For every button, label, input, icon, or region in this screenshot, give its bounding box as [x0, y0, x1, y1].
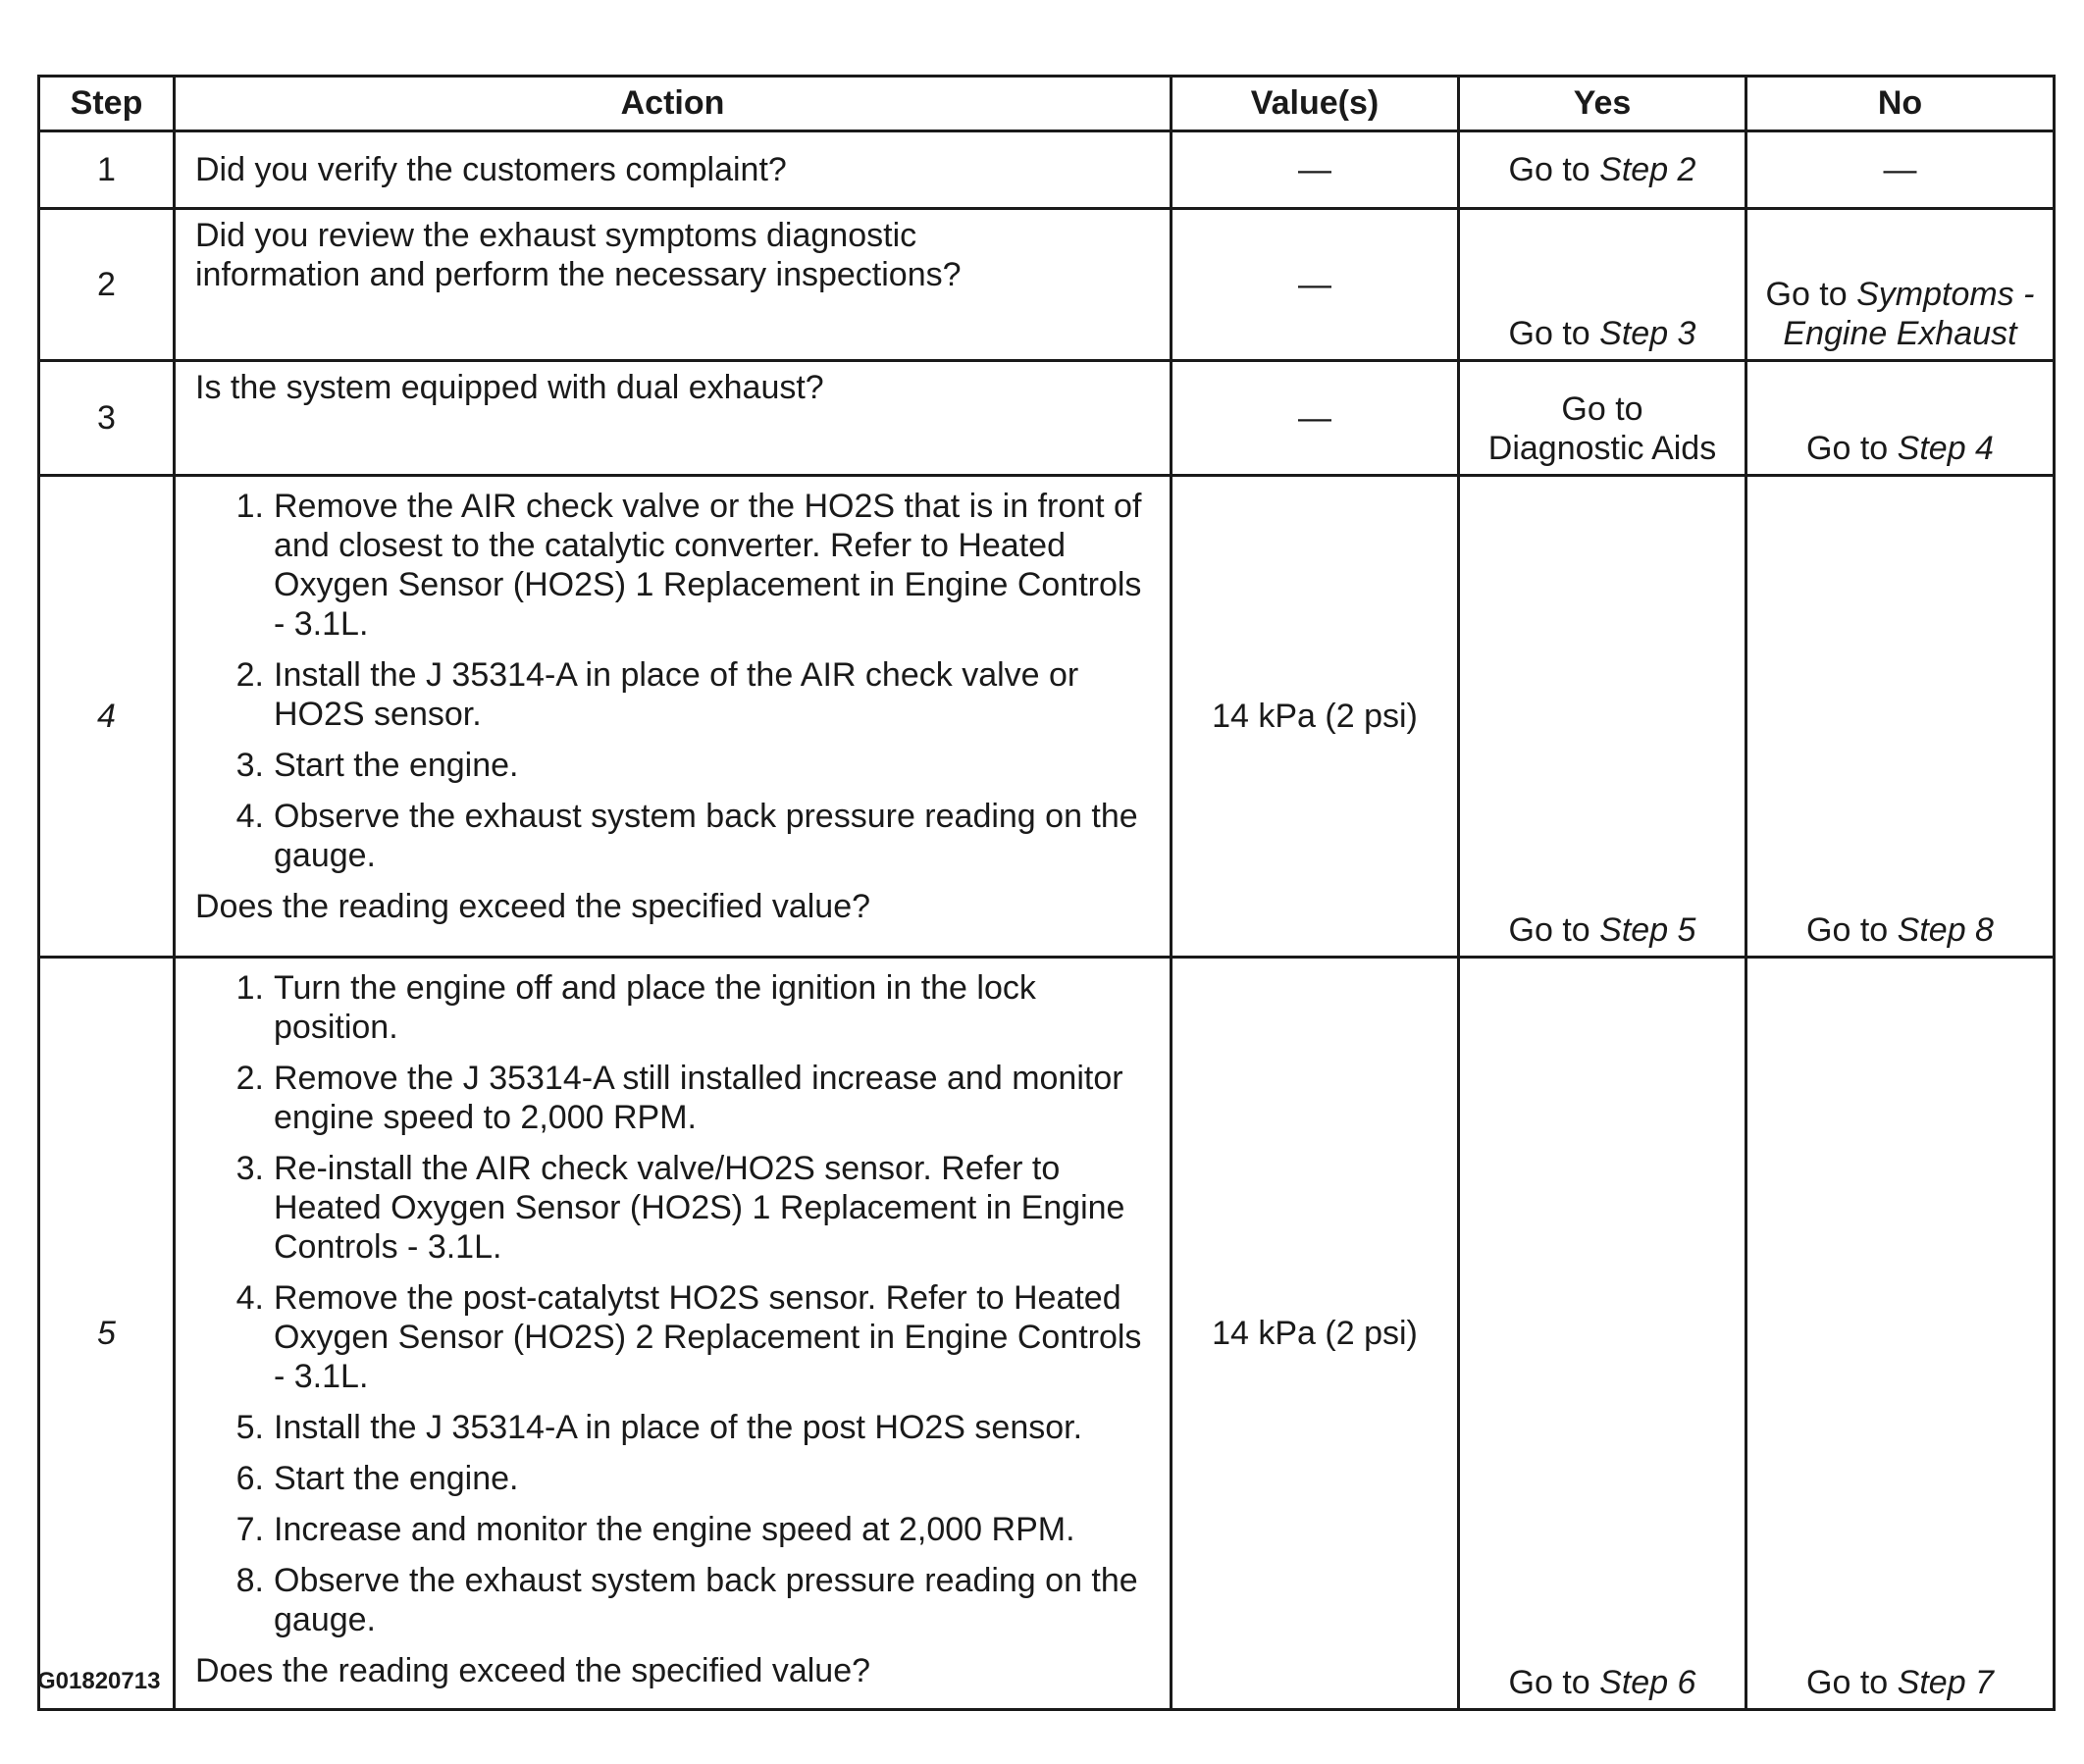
value-cell: — [1172, 361, 1459, 476]
goto-target-link[interactable]: Step 8 [1897, 911, 1994, 949]
action-cell [175, 131, 1172, 209]
list-item: 8. Observe the exhaust system back pressure reading on the gauge. [235, 1562, 1138, 1638]
item-text: Observe the exhaust system back pressure reading on the gauge. [274, 1562, 1138, 1638]
goto-target-link[interactable]: Step 2 [1599, 151, 1696, 188]
goto-target-link[interactable]: Diagnostic Aids [1487, 430, 1717, 467]
item-text: Remove the J 35314-A still installed increase and monitor engine speed to 2,000 RPM. [274, 1060, 1123, 1136]
action-cell [175, 476, 1172, 958]
header-yes: Yes [1459, 77, 1746, 131]
value-cell: — [1172, 209, 1459, 361]
no-cell [1746, 958, 2055, 1710]
list-item: 4. Observe the exhaust system back pressure reading on the gauge. [235, 798, 1138, 874]
header-action: Action [175, 77, 1172, 131]
value-cell: — [1172, 131, 1459, 209]
item-text: Turn the engine off and place the ignition in the lock position. [274, 969, 1036, 1046]
item-text: Install the J 35314-A in place of the post HO2S sensor. [274, 1409, 1083, 1446]
step-number: 3 [39, 361, 175, 476]
list-item: 1. Turn the engine off and place the ignition in the lock position. [235, 969, 1036, 1046]
yes-cell [1459, 476, 1746, 958]
action-text: Did you review the exhaust symptoms diagnostic information and perform the necessary inspections? [195, 217, 962, 293]
item-text: Start the engine. [274, 1460, 519, 1497]
no-cell: — [1746, 131, 2055, 209]
goto-target-link[interactable]: Step 7 [1897, 1664, 1994, 1701]
item-text: Install the J 35314-A in place of the AIR check valve or HO2S sensor. [274, 656, 1079, 733]
goto-target-link[interactable]: Step 6 [1599, 1664, 1696, 1701]
list-item: 3. Start the engine. [235, 747, 519, 784]
header-row [39, 77, 2055, 131]
question-text: Does the reading exceed the specified value? [195, 888, 871, 925]
action-cell [175, 361, 1172, 476]
goto-prefix: Go to [1806, 1664, 1889, 1701]
header-step: Step [39, 77, 175, 131]
list-item: 4. Remove the post-catalytst HO2S sensor. Refer to Heated Oxygen Sensor (HO2S) 2 Replacement in Engine Controls - 3.1L. [235, 1279, 1142, 1395]
step-number: 5 [39, 958, 175, 1710]
goto-target-link[interactable]: Symptoms - Engine Exhaust [1783, 276, 2035, 352]
no-cell [1746, 476, 2055, 958]
goto-prefix: Go to [1561, 390, 1643, 428]
value-cell: 14 kPa (2 psi) [1172, 958, 1459, 1710]
step-number: 4 [39, 476, 175, 958]
goto-prefix: Go to [1508, 1664, 1590, 1701]
action-cell [175, 209, 1172, 361]
list-item: 2. Remove the J 35314-A still installed increase and monitor engine speed to 2,000 RPM. [235, 1060, 1123, 1136]
no-cell [1746, 361, 2055, 476]
figure-id-label: G01820713 [37, 1668, 161, 1694]
yes-cell [1459, 361, 1746, 476]
table-row [39, 209, 2055, 361]
diagnostic-table [37, 75, 2056, 1711]
goto-prefix: Go to [1806, 430, 1889, 467]
item-text: Start the engine. [274, 747, 519, 784]
yes-cell [1459, 209, 1746, 361]
list-item: 2. Install the J 35314-A in place of the AIR check valve or HO2S sensor. [235, 656, 1079, 733]
procedure-list [195, 968, 1160, 1639]
list-item: 3. Re-install the AIR check valve/HO2S sensor. Refer to Heated Oxygen Sensor (HO2S) 1 Replacement in Engine Controls - 3.1L. [235, 1150, 1125, 1266]
yes-cell [1459, 131, 1746, 209]
item-text: Remove the AIR check valve or the HO2S that is in front of and closest to the catalytic converter. Refer to Heated Oxygen Sensor (HO2S) 1 Replacement in Engine Controls - 3.1L. [274, 488, 1142, 643]
goto-target-link[interactable]: Step 5 [1599, 911, 1696, 949]
action-cell [175, 958, 1172, 1710]
item-text: Observe the exhaust system back pressure reading on the gauge. [274, 798, 1138, 874]
goto-prefix: Go to [1508, 315, 1590, 352]
step-number: 2 [39, 209, 175, 361]
table-row [39, 476, 2055, 958]
table-row [39, 361, 2055, 476]
procedure-list [195, 487, 1160, 875]
list-item: 7. Increase and monitor the engine speed at 2,000 RPM. [235, 1511, 1075, 1548]
step-number: 1 [39, 131, 175, 209]
table-row [39, 131, 2055, 209]
list-item: 5. Install the J 35314-A in place of the post HO2S sensor. [235, 1409, 1083, 1446]
question-text: Does the reading exceed the specified value? [195, 1652, 871, 1689]
goto-target-link[interactable]: Step 3 [1599, 315, 1696, 352]
table-row [39, 958, 2055, 1710]
header-no: No [1746, 77, 2055, 131]
value-cell: 14 kPa (2 psi) [1172, 476, 1459, 958]
goto-target-link[interactable]: Step 4 [1897, 430, 1994, 467]
no-cell [1746, 209, 2055, 361]
list-item: 1. Remove the AIR check valve or the HO2S that is in front of and closest to the catalytic converter. Refer to Heated Oxygen Sensor (HO2S) 1 Replacement in Engine Controls - 3.1L. [235, 488, 1142, 643]
action-text: Is the system equipped with dual exhaust? [195, 369, 824, 406]
action-text: Did you verify the customers complaint? [195, 151, 787, 188]
yes-cell [1459, 958, 1746, 1710]
item-text: Remove the post-catalytst HO2S sensor. Refer to Heated Oxygen Sensor (HO2S) 2 Replacement in Engine Controls - 3.1L. [274, 1279, 1142, 1395]
header-values: Value(s) [1172, 77, 1459, 131]
goto-prefix: Go to [1508, 151, 1590, 188]
item-text: Increase and monitor the engine speed at 2,000 RPM. [274, 1511, 1075, 1548]
goto-prefix: Go to [1765, 276, 1848, 313]
list-item: 6. Start the engine. [235, 1460, 519, 1497]
goto-prefix: Go to [1806, 911, 1889, 949]
item-text: Re-install the AIR check valve/HO2S sensor. Refer to Heated Oxygen Sensor (HO2S) 1 Replacement in Engine Controls - 3.1L. [274, 1150, 1125, 1266]
goto-prefix: Go to [1508, 911, 1590, 949]
